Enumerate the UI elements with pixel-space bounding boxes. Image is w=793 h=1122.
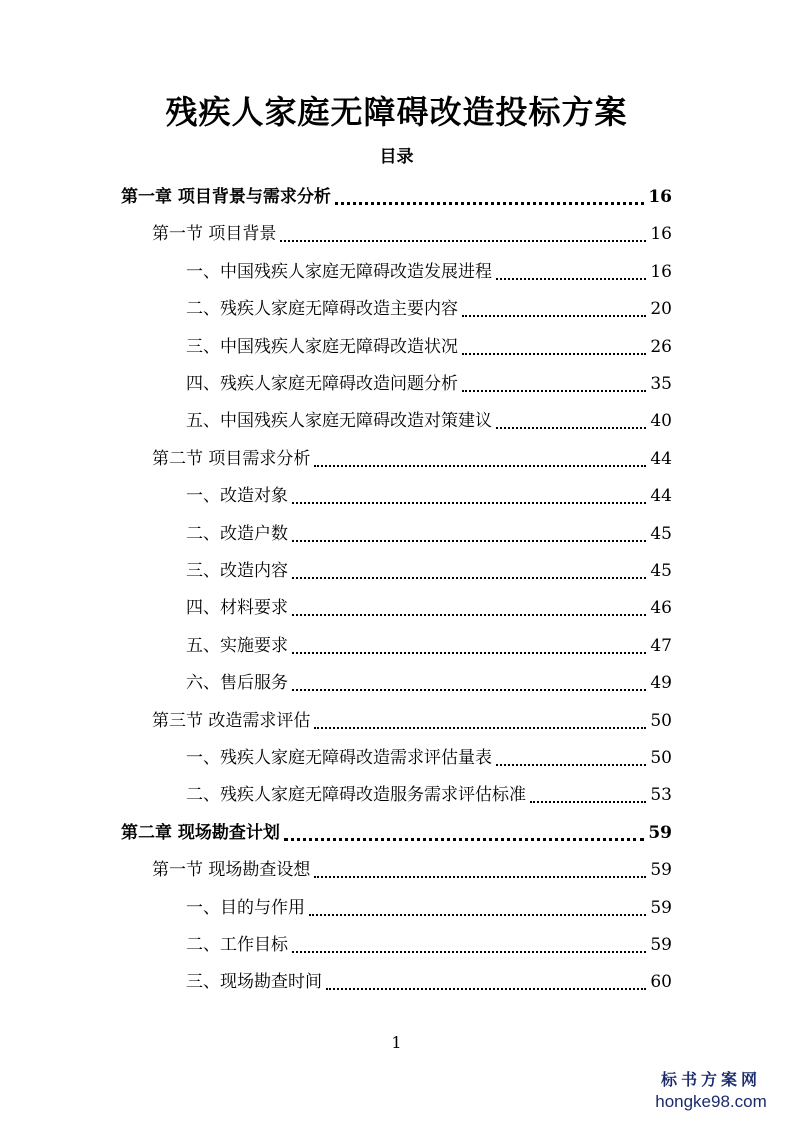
toc-entry[interactable] <box>186 589 672 619</box>
toc-entry-page: 49 <box>650 673 672 694</box>
toc-entry-page: 59 <box>650 860 672 881</box>
toc-entry-title: 二、残疾人家庭无障碍改造服务需求评估标准 <box>186 785 526 806</box>
toc-entry-title: 一、残疾人家庭无障碍改造需求评估量表 <box>186 748 492 768</box>
toc-dot-leader <box>335 202 644 205</box>
toc-dot-leader <box>496 278 646 280</box>
toc-entry-title: 三、改造内容 <box>186 561 288 581</box>
toc-dot-leader <box>314 465 646 467</box>
toc-entry-page: 59 <box>648 822 672 843</box>
toc-entry-title: 五、中国残疾人家庭无障碍改造对策建议 <box>186 411 492 432</box>
toc-entry-page: 35 <box>650 374 672 394</box>
toc-dot-leader <box>314 727 646 729</box>
toc-entry-page: 59 <box>650 897 672 918</box>
toc-entry[interactable] <box>186 776 672 806</box>
toc-entry-title: 四、材料要求 <box>186 598 288 619</box>
toc-dot-leader <box>292 689 646 691</box>
toc-dot-leader <box>496 427 646 429</box>
toc-dot-leader <box>292 652 646 654</box>
watermark-url: hongke98.com <box>655 1092 767 1111</box>
toc-heading: 目录 <box>379 147 414 167</box>
toc-entry-page: 16 <box>648 187 672 207</box>
toc-entry-page: 46 <box>650 598 672 619</box>
toc-entry-page: 26 <box>650 336 672 357</box>
toc-entry-title: 三、中国残疾人家庭无障碍改造状况 <box>186 336 458 357</box>
toc-entry-title: 第三节 改造需求评估 <box>152 710 311 731</box>
toc-dot-leader <box>292 502 646 504</box>
toc-entry[interactable] <box>186 477 672 507</box>
toc-dot-leader <box>496 764 646 766</box>
toc-entry[interactable] <box>121 178 672 208</box>
toc-entry-title: 第一章 项目背景与需求分析 <box>121 187 331 207</box>
toc-entry[interactable] <box>186 402 672 432</box>
toc-entry-page: 59 <box>650 935 672 955</box>
toc-entry-page: 20 <box>650 299 672 320</box>
toc-entry-page: 60 <box>650 972 672 993</box>
toc-entry-title: 三、现场勘查时间 <box>186 972 322 993</box>
toc-dot-leader <box>530 801 646 803</box>
toc-entry[interactable] <box>186 926 672 956</box>
toc-entry-page: 40 <box>650 411 672 432</box>
toc-dot-leader <box>309 914 646 916</box>
toc-entry-page: 53 <box>650 785 672 806</box>
toc-entry[interactable] <box>186 627 672 657</box>
toc-entry-title: 二、改造户数 <box>186 523 288 544</box>
toc-entry[interactable] <box>186 328 672 358</box>
toc-entry[interactable] <box>152 851 672 881</box>
toc-entry[interactable] <box>186 253 672 283</box>
toc-entry-title: 第二章 现场勘查计划 <box>121 822 280 843</box>
toc-entry-page: 44 <box>650 448 672 469</box>
toc-entry[interactable] <box>152 702 672 732</box>
document-title: 残疾人家庭无障碍改造投标方案 <box>165 93 628 131</box>
toc-entry-title: 第二节 项目需求分析 <box>152 448 311 469</box>
page-number: 1 <box>391 1033 402 1052</box>
toc-dot-leader <box>292 540 646 542</box>
toc-dot-leader <box>292 951 646 953</box>
toc-entry[interactable] <box>186 963 672 993</box>
toc-dot-leader <box>462 315 646 317</box>
toc-entry-title: 六、售后服务 <box>186 673 288 694</box>
toc-dot-leader <box>284 838 644 841</box>
toc-entry-page: 50 <box>650 710 672 731</box>
toc-entry-title: 一、中国残疾人家庭无障碍改造发展进程 <box>186 261 492 282</box>
toc-entry[interactable] <box>152 440 672 470</box>
toc-entry-page: 16 <box>650 261 672 282</box>
toc-entry[interactable] <box>186 290 672 320</box>
toc-entry[interactable] <box>186 739 672 769</box>
toc-entry-page: 47 <box>650 635 672 656</box>
toc-dot-leader <box>280 240 646 242</box>
toc-entry-title: 第一节 项目背景 <box>152 224 277 245</box>
toc-entry[interactable] <box>186 664 672 694</box>
toc-entry-page: 45 <box>650 523 672 544</box>
toc-entry-title: 一、改造对象 <box>186 486 288 507</box>
toc-entry-title: 二、残疾人家庭无障碍改造主要内容 <box>186 299 458 320</box>
toc-dot-leader <box>292 577 646 579</box>
toc-entry[interactable] <box>186 889 672 919</box>
toc-entry[interactable] <box>121 814 672 844</box>
toc-dot-leader <box>462 353 646 355</box>
toc-entry[interactable] <box>186 552 672 582</box>
toc-entry-page: 44 <box>650 486 672 507</box>
toc-entry-page: 45 <box>650 561 672 581</box>
toc-entry-page: 16 <box>650 224 672 245</box>
toc-entry-title: 一、目的与作用 <box>186 897 305 918</box>
toc-dot-leader <box>326 988 646 990</box>
toc-entry[interactable] <box>186 515 672 545</box>
toc-entry-page: 50 <box>650 748 672 768</box>
toc-dot-leader <box>292 614 646 616</box>
watermark-name: 标书方案网 <box>660 1072 761 1089</box>
toc-entry-title: 五、实施要求 <box>186 635 288 656</box>
toc-dot-leader <box>462 390 646 392</box>
toc-entry[interactable] <box>152 215 672 245</box>
toc-dot-leader <box>314 876 646 878</box>
watermark-logo <box>641 1071 781 1113</box>
toc-entry-title: 二、工作目标 <box>186 935 288 955</box>
toc-entry[interactable] <box>186 365 672 395</box>
toc-entry-title: 第一节 现场勘查设想 <box>152 860 311 881</box>
toc-entry-title: 四、残疾人家庭无障碍改造问题分析 <box>186 374 458 394</box>
